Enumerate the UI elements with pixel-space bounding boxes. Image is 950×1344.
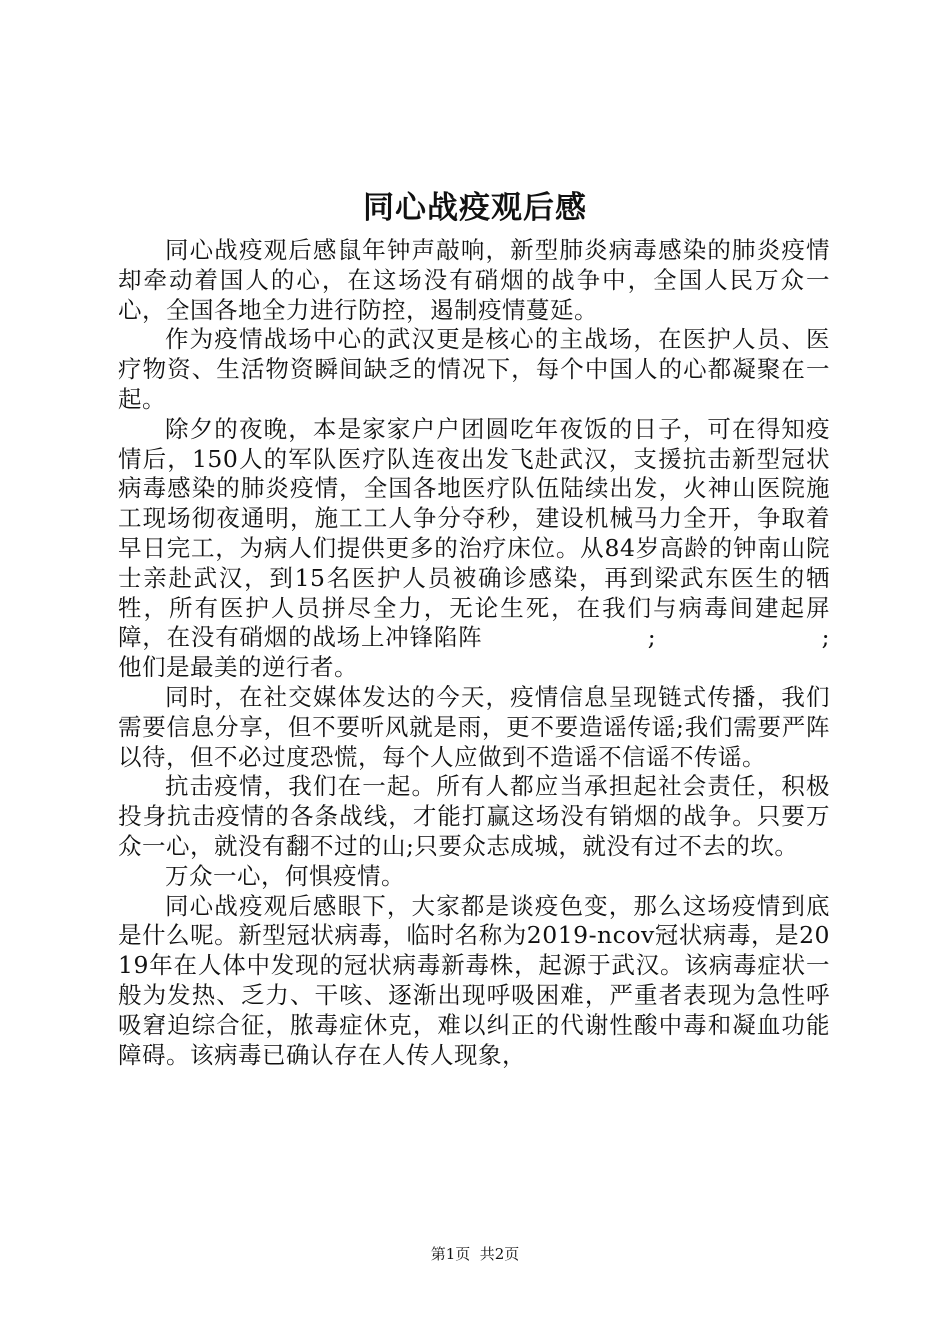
- paragraph-1: 同心战疫观后感鼠年钟声敲响，新型肺炎病毒感染的肺炎疫情却牵动着国人的心，在这场没有硝烟的战争中，全国人民万众一心，全国各地全力进行防控，遏制疫情蔓延。: [118, 236, 830, 324]
- paragraph-7: 同心战疫观后感眼下，大家都是谈疫色变，那么这场疫情到底是什么呢。新型冠状病毒，临时名称为2019-ncov冠状病毒，是2019年在人体中发现的冠状病毒新毒株，起源于武汉。该病毒症状一般为发热、乏力、干咳、逐渐出现呼吸困难，严重者表现为急性呼吸窘迫综合征，脓毒症休克，难以纠正的代谢性酸中毒和凝血功能障碍。该病毒已确认存在人传人现象，: [118, 891, 830, 1069]
- paragraph-5: 抗击疫情，我们在一起。所有人都应当承担起社会责任，积极投身抗击疫情的各条战线，才能打赢这场没有销烟的战争。只要万众一心，就没有翻不过的山;只要众志成城，就没有过不去的坎。: [118, 772, 830, 860]
- paragraph-4: 同时，在社交媒体发达的今天，疫情信息呈现链式传播，我们需要信息分享，但不要听风就是雨，更不要造谣传谣;我们需要严阵以待，但不必过度恐慌，每个人应做到不造谣不信谣不传谣。: [118, 682, 830, 771]
- paragraph-2: 作为疫情战场中心的武汉更是核心的主战场，在医护人员、医疗物资、生活物资瞬间缺乏的情况下，每个中国人的心都凝聚在一起。: [118, 325, 830, 413]
- document-title: 同心战疫观后感: [363, 190, 587, 226]
- paragraph-3: 除夕的夜晚，本是家家户户团圆吃年夜饭的日子，可在得知疫情后，150人的军队医疗队连夜出发飞赴武汉，支援抗击新型冠状病毒感染的肺炎疫情，全国各地医疗队伍陆续出发，火神山医院施工现场彻夜通明，施工工人争分夺秒，建设机械马力全开，争取着早日完工，为病人们提供更多的治疗床位。从84岁高龄的钟南山院士亲赴武汉，到15名医护人员被确诊感染，再到梁武东医生的牺牲，所有医护人员拼尽全力，无论生死，在我们与病毒间建起屏障，在没有硝烟的战场上冲锋陷阵 ; ;他们是最美的逆行者。: [118, 414, 830, 682]
- paragraph-6: 万众一心，何惧疫情。: [165, 861, 405, 890]
- document-body: [118, 236, 830, 1070]
- page-footer: 第1页 共2页: [430, 1245, 520, 1263]
